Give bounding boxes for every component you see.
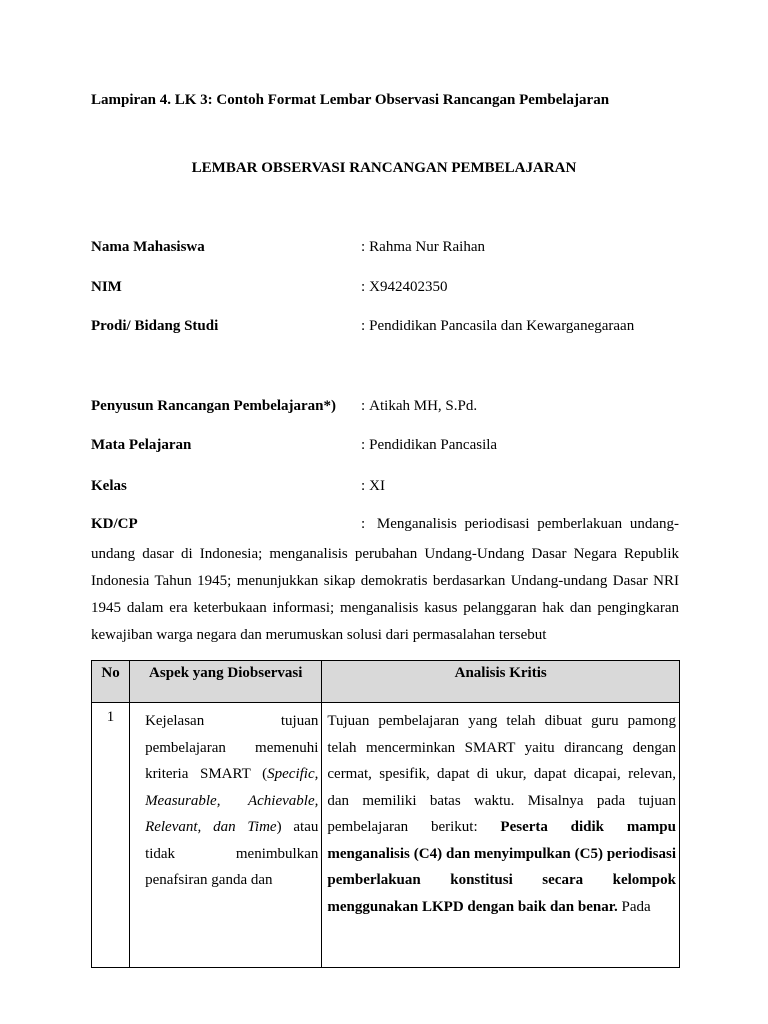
separator: : xyxy=(361,279,366,295)
kdcp-first-line: Menganalisis periodisasi pemberlakuan undang- xyxy=(376,516,679,532)
analisis-text: Tujuan pembelajaran yang telah dibuat guru pamong telah mencerminkan SMART yaitu dirancang dengan cermat, spesifik, dapat di ukur, dapat dicapai, relevan, dan memiliki batas waktu. Misalnya pada tujuan pembelajaran berikut: xyxy=(327,713,676,835)
separator: : xyxy=(361,398,366,414)
prodi-value: Pendidikan Pancasila dan Kewarganegaraan xyxy=(369,318,635,334)
aspek-text-continued: ) atau tidak menimbulkan penafsiran ganda dan xyxy=(145,819,319,888)
separator: : xyxy=(361,239,366,255)
field-mata-pelajaran xyxy=(91,437,691,459)
aspek-text: Kejelasan tujuan pembelajaran memenuhi kriteria SMART ( xyxy=(145,713,319,782)
separator: : xyxy=(361,437,366,453)
analisis-cell xyxy=(322,703,680,968)
field-kelas xyxy=(91,478,691,500)
table-header-row xyxy=(92,661,680,703)
field-nama-mahasiswa xyxy=(91,239,691,261)
prodi-label: Prodi/ Bidang Studi xyxy=(91,318,219,334)
form-title: LEMBAR OBSERVASI RANCANGAN PEMBELAJARAN xyxy=(191,160,577,176)
separator: : xyxy=(361,516,366,532)
penyusun-label: Penyusun Rancangan Pembelajaran*) xyxy=(91,398,337,414)
nim-label: NIM xyxy=(91,279,122,295)
row-number: 1 xyxy=(92,703,130,968)
aspek-smart-terms: Specific, Measurable, Achievable, Relevant, dan Time xyxy=(145,766,319,835)
separator: : xyxy=(361,318,366,334)
nama-label: Nama Mahasiswa xyxy=(91,239,205,255)
mapel-value: Pendidikan Pancasila xyxy=(369,437,498,453)
header-analisis: Analisis Kritis xyxy=(322,661,680,703)
kdcp-continuation: undang dasar di Indonesia; menganalisis perubahan Undang-Undang Dasar Negara Republik Indonesia Tahun 1945; menunjukkan sikap demokratis berdasarkan Undang-undang Dasar NRI 1945 dalam era keterbukaan informasi; menganalisis kasus pelanggaran hak dan pengingkaran kewajiban warga negara dan merumuskan solusi dari permasalahan tersebut xyxy=(91,546,679,643)
field-kdcp xyxy=(91,516,679,538)
nama-value: Rahma Nur Raihan xyxy=(369,239,485,255)
header-aspek: Aspek yang Diobservasi xyxy=(130,661,322,703)
nim-value: X942402350 xyxy=(369,279,448,295)
penyusun-value: Atikah MH, S.Pd. xyxy=(369,398,478,414)
analisis-example-objective: Peserta didik mampu menganalisis (C4) dan menyimpulkan (C5) periodisasi pemberlakuan konstitusi secara kelompok menggunakan LKPD dengan baik dan benar. xyxy=(327,819,676,915)
kelas-label: Kelas xyxy=(91,478,127,494)
analisis-text-continued: Pada xyxy=(617,898,651,915)
field-nim xyxy=(91,279,691,301)
kdcp-label: KD/CP xyxy=(91,516,138,532)
aspek-cell xyxy=(130,703,322,968)
table-row xyxy=(92,703,680,968)
field-prodi xyxy=(91,318,691,340)
appendix-title: Lampiran 4. LK 3: Contoh Format Lembar Observasi Rancangan Pembelajaran xyxy=(91,92,610,108)
kelas-value: XI xyxy=(369,478,385,494)
mapel-label: Mata Pelajaran xyxy=(91,437,192,453)
observation-table xyxy=(91,660,680,968)
header-no: No xyxy=(92,661,130,703)
separator: : xyxy=(361,478,366,494)
field-penyusun xyxy=(91,398,691,420)
